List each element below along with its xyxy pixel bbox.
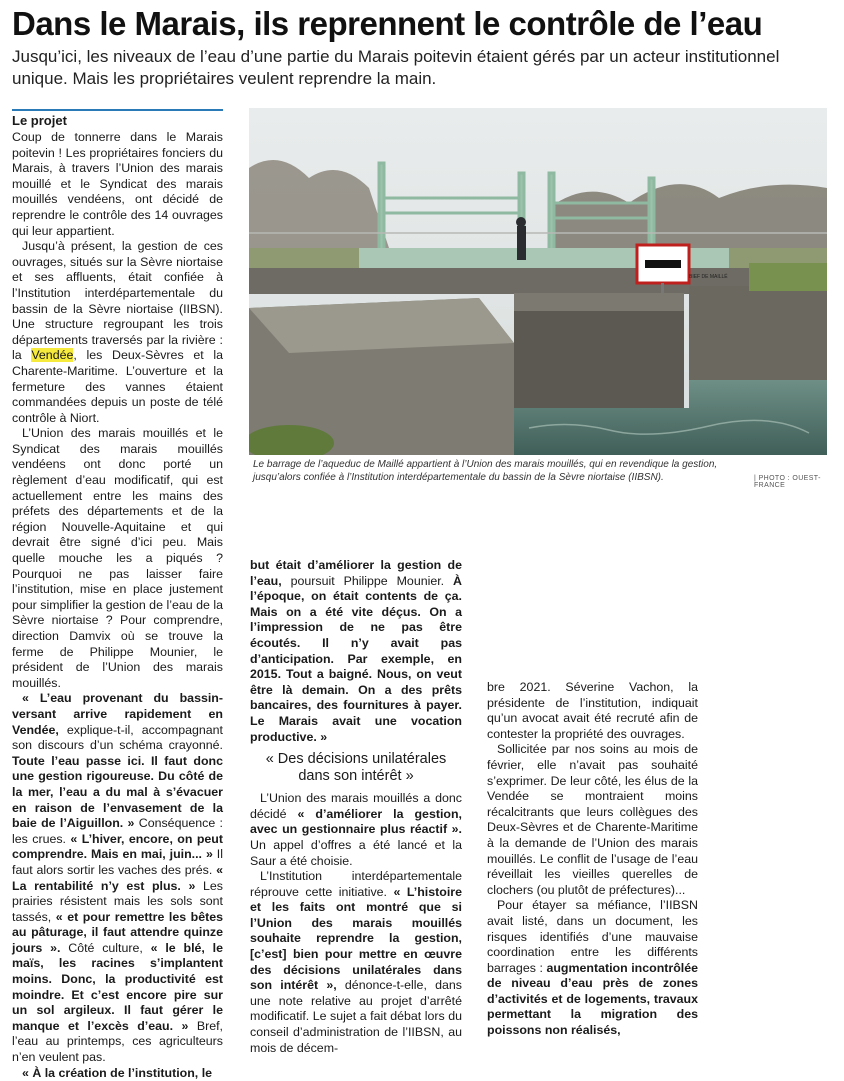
photo-weir — [249, 108, 827, 455]
sign-text: BIEF DE MAILLÉ — [689, 274, 728, 280]
photo-caption: Le barrage de l’aqueduc de Maillé appartient à l’Union des marais mouillés, qui en revendique la gestion, jusqu’alors confiée à l’Institution interdépartementale du bassin de la Sèvre niortaise (IIBSN). — [253, 459, 718, 483]
paragraph: « L’eau provenant du bassin-versant arrive rapidement en Vendée, explique-t-il, accompagnant son discours d’un schéma crayonné. Toute l’eau passe ici. Il faut donc une gestion rigoureuse. Du côté de la mer, l’eau a du mal à s’évacuer en raison de l’envasement de la baie de l’Aiguillon. » Conséquence : les crues. « L’hiver, encore, on peut comprendre. Mais en mai, juin... » Il faut alors sortir les vaches des prés. « La rentabilité n’y est plus. » Les prairies résistent mais les sols sont tassés, « et pour remettre les bêtes au pâturage, il faut attendre quinze jours ». Côté culture, « le blé, le maïs, les racines s’implantent moins. Donc, la productivité est moindre. Et c’est encore pire sur un sol argileux. Il faut gérer le manque et l’excès d’eau. » Bref, l’eau au printemps, ces agriculteurs n’en veulent pas. — [12, 691, 224, 1065]
article-column-1 — [12, 130, 223, 1081]
standfirst: Jusqu’ici, les niveaux de l’eau d’une partie du Marais poitevin étaient gérés par un acteur institutionnel unique. Mais les propriétaires veulent reprendre la main. — [12, 47, 780, 88]
article-column-3 — [487, 680, 698, 1039]
paragraph: but était d’améliorer la gestion de l’eau, poursuit Philippe Mounier. À l’époque, on était contents de ça. Mais on a été vite déçus. On a l’impression de ne pas être écoutés. Il n’y avait pas d’anticipation. Par exemple, en 2015. Tout a baigné. Nous, on veut être là demain. On a des prêts bancaires, des fournitures à payer. Le Marais avait une vocation productive. » — [250, 558, 462, 744]
paragraph: L’Institution interdépartementale réprouve cette initiative. « L’histoire et les faits ont montré que si l’Union des marais mouillés souhaite reprendre la gestion, [c’est] bien pour mettre en œuvre des décisions unilatérales dans son intérêt », dénonce-t-elle, dans une note relative au projet d’arrêté modificatif. Le sujet a fait débat lors du conseil d’administration de l’IIBSN, au mois de décem- — [250, 869, 462, 1055]
paragraph: Sollicitée par nos soins au mois de février, elle n’avait pas souhaité s’exprimer. De leur côté, les élus de la Vendée se montraient moins récalcitrants que leurs collègues des Deux-Sèvres et de Charente-Maritime à la demande de l’Union des marais mouillés. Le conflit de l’usage de l’eau réveillait les vieilles querelles de clochers (ou plutôt de préfectures)... — [487, 742, 698, 897]
paragraph: L’Union des marais mouillés et le Syndicat des marais mouillés vendéens ont donc porté un règlement d’eau modificatif, qui est actuellement entre les mains des préfets des départements et de la région Nouvelle-Aquitaine et qui devrait être signé d’ici peu. Mais quelle mouche les a piqués ? Pourquoi ne pas laisser faire l’institution, mise en place justement pour simplifier la gestion de l’eau de la Sèvre niortaise ? Pour comprendre, direction Damvix où se trouve la ferme de Philippe Mounier, le président de l’Union des marais mouillés. — [12, 426, 223, 690]
photo-credit: | PHOTO : OUEST-FRANCE — [754, 475, 821, 489]
highlighted-word: Vendée — [31, 348, 74, 363]
photo-illustration — [249, 108, 827, 455]
paragraph: Pour étayer sa méfiance, l’IIBSN avait listé, dans un document, les risques identifiés d’une mauvaise coordination entre les différents barrages : augmentation incontrôlée de niveau d’eau près de zones d’activités et de logements, travaux permettant la migration des poissons non réalisés, — [487, 898, 699, 1038]
paragraph: « À la création de l’institution, le — [22, 1065, 213, 1080]
paragraph: bre 2021. Séverine Vachon, la présidente de l’institution, indiquait qu’un avocat avait été recruté afin de contester la propriété des ouvrages. — [487, 680, 698, 741]
subheading: « Des décisions unilatérales dans son intérêt » — [265, 751, 447, 785]
paragraph: Jusqu’à présent, la gestion de ces ouvrages, situés sur la Sèvre niortaise et ses affluents, était confiée à l’Institution interdépartementale du bassin de la Sèvre niortaise (IIBSN). Une structure regroupant les trois départements traversés par la rivière : la Vendée, les Deux-Sèvres et la Charente-Maritime. L’ouverture et la fermeture des vannes étaient commandées depuis un poste de télé contrôle à Niort. — [12, 239, 223, 425]
section-label: Le projet — [12, 113, 67, 128]
headline: Dans le Marais, ils reprennent le contrôle de l’eau — [12, 5, 763, 42]
paragraph: Coup de tonnerre dans le Marais poitevin ! Les propriétaires fonciers du Marais, à travers l’Union des marais mouillé et le Syndicat des marais mouillés vendéens, ont décidé de reprendre le contrôle des 14 ouvrages qui leur appartient. — [12, 130, 223, 238]
paragraph: L’Union des marais mouillés a donc décidé « d’améliorer la gestion, avec un gestionnaire plus réactif ». Un appel d’offres a été lancé et la Saur a été choisie. — [250, 791, 462, 868]
article-column-2 — [250, 558, 462, 1056]
section-rule — [12, 109, 223, 111]
